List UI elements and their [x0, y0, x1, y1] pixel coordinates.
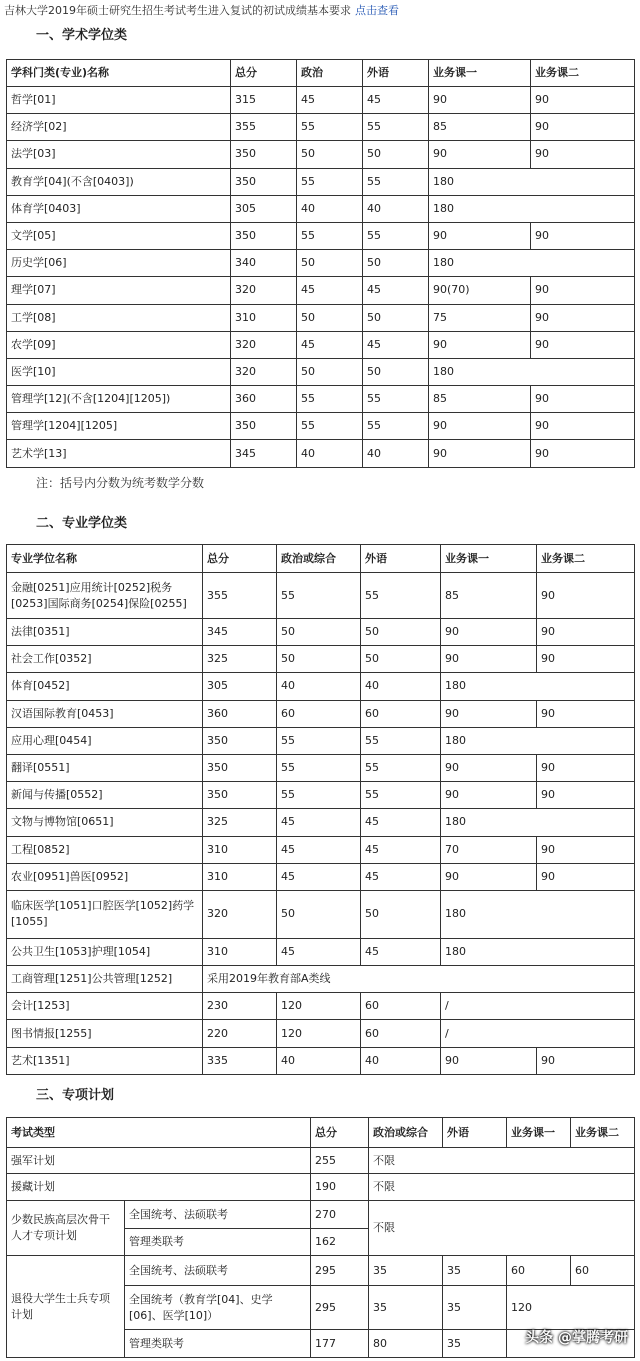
score-cell: 85 [441, 573, 537, 619]
aid-tibet-note: 不限 [369, 1174, 635, 1201]
score-cell: 40 [363, 195, 429, 222]
score-cell: 350 [231, 222, 297, 249]
score-cell: 90 [531, 87, 635, 114]
score-cell: 45 [361, 938, 441, 965]
header-cell: 总分 [231, 60, 297, 87]
score-cell: 50 [363, 141, 429, 168]
score-cell: 50 [277, 890, 361, 938]
score-cell: 90(70) [429, 277, 531, 304]
score-cell: 320 [203, 890, 277, 938]
score-cell: 90 [531, 440, 635, 467]
row-name-cell: 艺术学[13] [7, 440, 231, 467]
score-cell: 90 [537, 1047, 635, 1074]
table-row [7, 195, 635, 222]
score-cell: 40 [361, 673, 441, 700]
score-cell: 45 [277, 863, 361, 890]
score-cell: 325 [203, 646, 277, 673]
table-row [7, 87, 635, 114]
header-cell: 业务课二 [537, 545, 635, 573]
score-cell: 90 [429, 413, 531, 440]
header-cell: 外语 [363, 60, 429, 87]
table-header-row [7, 545, 635, 573]
score-cell: 350 [203, 727, 277, 754]
score-note: 注：括号内分数为统考数学分数 [36, 476, 205, 490]
score-cell: 90 [537, 646, 635, 673]
table-row [7, 782, 635, 809]
veteran-cell: 80 [369, 1330, 443, 1358]
score-cell: 70 [441, 836, 537, 863]
score-cell: 350 [203, 782, 277, 809]
score-cell: 50 [361, 890, 441, 938]
score-cell: 320 [231, 277, 297, 304]
score-cell: 85 [429, 386, 531, 413]
score-cell: 55 [297, 168, 363, 195]
score-cell: 325 [203, 809, 277, 836]
row-name-cell: 工程[0852] [7, 836, 203, 863]
score-cell: 350 [203, 754, 277, 781]
table-row [7, 993, 635, 1020]
table-header-row [7, 60, 635, 87]
score-cell: 40 [361, 1047, 441, 1074]
score-cell: 305 [231, 195, 297, 222]
score-cell: 55 [363, 168, 429, 195]
score-cell: 55 [277, 782, 361, 809]
table-row [7, 114, 635, 141]
score-cell: 50 [277, 646, 361, 673]
row-name-cell: 工学[08] [7, 304, 231, 331]
score-cell: 320 [231, 331, 297, 358]
veteran-cell: 全国统考、法硕联考 [125, 1256, 311, 1286]
header-cell: 政治 [297, 60, 363, 87]
table-header-row [7, 1118, 635, 1148]
section3-title: 三、专项计划 [36, 1088, 115, 1103]
score-cell: 45 [277, 836, 361, 863]
score-cell: 45 [363, 277, 429, 304]
row-name-cell: 教育学[04](不含[0403]) [7, 168, 231, 195]
score-cell: 90 [537, 863, 635, 890]
row-name-cell: 艺术[1351] [7, 1047, 203, 1074]
veteran-cell: 管理类联考 [125, 1330, 311, 1358]
score-cell: 90 [537, 573, 635, 619]
score-cell: 60 [277, 700, 361, 727]
score-cell: 90 [429, 141, 531, 168]
score-cell: 55 [361, 782, 441, 809]
score-cell: 360 [231, 386, 297, 413]
score-cell: 340 [231, 250, 297, 277]
table-row [7, 250, 635, 277]
score-cell: 85 [429, 114, 531, 141]
veteran-cell: 177 [311, 1330, 369, 1358]
score-cell: 90 [441, 782, 537, 809]
minority-label: 少数民族高层次骨干人才专项计划 [7, 1201, 125, 1256]
score-cell: 45 [297, 331, 363, 358]
score-cell: 50 [297, 304, 363, 331]
table-row [7, 1148, 635, 1174]
score-cell: 350 [231, 413, 297, 440]
veteran-cell: 60 [507, 1256, 571, 1286]
score-cell: 90 [531, 222, 635, 249]
minority-total-management: 162 [311, 1229, 369, 1256]
header-cell: 学科门类(专业)名称 [7, 60, 231, 87]
veteran-cell: 35 [369, 1286, 443, 1330]
row-name-cell: 法学[03] [7, 141, 231, 168]
minority-sub-unified: 全国统考、法硕联考 [125, 1201, 311, 1229]
strong-army-total: 255 [311, 1148, 369, 1174]
score-cell: 90 [429, 331, 531, 358]
section2-title: 二、专业学位类 [36, 516, 128, 531]
table-row [7, 413, 635, 440]
score-cell: 90 [531, 386, 635, 413]
row-name-cell: 工商管理[1251]公共管理[1252] [7, 966, 203, 993]
score-cell: 45 [363, 87, 429, 114]
section1-title: 一、学术学位类 [36, 28, 128, 43]
score-cell: 40 [277, 1047, 361, 1074]
table-row [7, 386, 635, 413]
row-name-cell: 公共卫生[1053]护理[1054] [7, 938, 203, 965]
score-cell: 45 [297, 87, 363, 114]
row-name-cell: 图书情报[1255] [7, 1020, 203, 1047]
veteran-cell: 295 [311, 1256, 369, 1286]
header-cell: 业务课一 [507, 1118, 571, 1148]
table-row [7, 141, 635, 168]
table-row [7, 646, 635, 673]
score-cell: 180 [429, 195, 635, 222]
score-cell: 90 [441, 863, 537, 890]
row-name-cell: 法律[0351] [7, 619, 203, 646]
score-cell: 55 [277, 727, 361, 754]
score-cell: 55 [361, 754, 441, 781]
row-name-cell: 翻译[0551] [7, 754, 203, 781]
score-cell: 40 [297, 440, 363, 467]
score-cell: 90 [441, 754, 537, 781]
header-cell: 业务课二 [531, 60, 635, 87]
score-cell: 45 [297, 277, 363, 304]
row-name-cell: 汉语国际教育[0453] [7, 700, 203, 727]
score-cell: 55 [363, 413, 429, 440]
score-cell: 45 [361, 863, 441, 890]
score-cell: 360 [203, 700, 277, 727]
row-name-cell: 理学[07] [7, 277, 231, 304]
score-cell: 75 [429, 304, 531, 331]
score-cell: 320 [231, 358, 297, 385]
score-cell: 55 [363, 386, 429, 413]
score-cell: 55 [363, 114, 429, 141]
academic-degree-table [6, 59, 635, 468]
table-row [7, 673, 635, 700]
veteran-cell: 35 [443, 1256, 507, 1286]
score-cell: 90 [537, 782, 635, 809]
score-cell: 180 [429, 250, 635, 277]
row-name-cell: 历史学[06] [7, 250, 231, 277]
score-cell: 90 [441, 1047, 537, 1074]
score-cell: 180 [441, 890, 635, 938]
score-cell: 90 [531, 114, 635, 141]
score-cell: 55 [363, 222, 429, 249]
intro-line [4, 2, 399, 18]
score-cell: 180 [429, 358, 635, 385]
table-row [7, 277, 635, 304]
score-cell: 60 [361, 993, 441, 1020]
row-name-cell: 应用心理[0454] [7, 727, 203, 754]
veteran-cell: 295 [311, 1286, 369, 1330]
score-cell: 180 [441, 727, 635, 754]
table-row [7, 727, 635, 754]
table-row [7, 440, 635, 467]
score-cell: 55 [361, 573, 441, 619]
score-cell: 305 [203, 673, 277, 700]
score-cell: 50 [297, 250, 363, 277]
score-cell: 50 [361, 646, 441, 673]
score-cell: 355 [231, 114, 297, 141]
score-cell: 350 [231, 141, 297, 168]
score-cell: 180 [441, 938, 635, 965]
score-cell: 55 [297, 114, 363, 141]
score-cell: 50 [363, 304, 429, 331]
score-cell: 45 [277, 809, 361, 836]
row-name-cell: 体育[0452] [7, 673, 203, 700]
header-cell: 业务课二 [571, 1118, 635, 1148]
veteran-cell: 35 [443, 1330, 507, 1358]
header-cell: 总分 [203, 545, 277, 573]
veteran-label: 退役大学生士兵专项计划 [7, 1256, 125, 1358]
header-cell: 专业学位名称 [7, 545, 203, 573]
score-cell: 90 [429, 222, 531, 249]
score-cell: 90 [537, 619, 635, 646]
row-name-cell: 体育学[0403] [7, 195, 231, 222]
score-cell: 315 [231, 87, 297, 114]
row-name-cell: 新闻与传播[0552] [7, 782, 203, 809]
score-cell: 45 [361, 809, 441, 836]
score-cell: 50 [297, 141, 363, 168]
row-name-cell: 哲学[01] [7, 87, 231, 114]
score-cell: 345 [203, 619, 277, 646]
strong-army-label: 强军计划 [7, 1148, 311, 1174]
row-name-cell: 金融[0251]应用统计[0252]税务[0253]国际商务[0254]保险[0255] [7, 573, 203, 619]
score-cell: 55 [297, 413, 363, 440]
score-cell: 50 [361, 619, 441, 646]
minority-sub-management: 管理类联考 [125, 1229, 311, 1256]
score-cell: 310 [203, 863, 277, 890]
table-row [7, 809, 635, 836]
professional-degree-table [6, 544, 635, 1075]
score-cell: 50 [363, 250, 429, 277]
score-cell: 55 [277, 754, 361, 781]
table-row [7, 1256, 635, 1286]
score-cell: 335 [203, 1047, 277, 1074]
veteran-cell: 全国统考（教育学[04]、史学[06]、医学[10]） [125, 1286, 311, 1330]
row-name-cell: 管理学[12](不含[1204][1205]) [7, 386, 231, 413]
table-row [7, 966, 635, 993]
table-row [7, 358, 635, 385]
aid-tibet-total: 190 [311, 1174, 369, 1201]
score-cell: 180 [441, 809, 635, 836]
score-cell: 50 [297, 358, 363, 385]
score-cell: 90 [537, 754, 635, 781]
score-cell: 45 [277, 938, 361, 965]
header-cell: 总分 [311, 1118, 369, 1148]
score-cell: 90 [441, 619, 537, 646]
veteran-cell: 60 [571, 1256, 635, 1286]
header-cell: 外语 [361, 545, 441, 573]
table-row [7, 619, 635, 646]
minority-total-unified: 270 [311, 1201, 369, 1229]
score-cell: 90 [531, 413, 635, 440]
score-cell: 90 [531, 331, 635, 358]
table-row [7, 836, 635, 863]
score-cell: 55 [361, 727, 441, 754]
score-cell: 90 [441, 646, 537, 673]
table-row [7, 754, 635, 781]
score-cell: 50 [277, 619, 361, 646]
score-cell: 90 [537, 836, 635, 863]
score-cell: 60 [361, 1020, 441, 1047]
view-link[interactable]: 点击查看 [355, 4, 399, 17]
strong-army-note: 不限 [369, 1148, 635, 1174]
row-name-cell: 农学[09] [7, 331, 231, 358]
header-cell: 外语 [443, 1118, 507, 1148]
score-cell: 55 [297, 386, 363, 413]
table-row [7, 304, 635, 331]
score-cell: 180 [441, 673, 635, 700]
score-cell: 355 [203, 573, 277, 619]
score-cell: 350 [231, 168, 297, 195]
score-cell: 90 [531, 277, 635, 304]
score-cell: 55 [297, 222, 363, 249]
row-name-cell: 医学[10] [7, 358, 231, 385]
score-cell: 180 [429, 168, 635, 195]
row-name-cell: 临床医学[1051]口腔医学[1052]药学[1055] [7, 890, 203, 938]
table-row [7, 1174, 635, 1201]
table-row [7, 1020, 635, 1047]
table-row [7, 938, 635, 965]
score-cell: 90 [531, 141, 635, 168]
header-cell: 考试类型 [7, 1118, 311, 1148]
score-cell: 120 [277, 1020, 361, 1047]
score-cell: 40 [277, 673, 361, 700]
score-cell: 90 [429, 87, 531, 114]
veteran-cell: 120 [507, 1286, 635, 1330]
table-row [7, 222, 635, 249]
score-cell: 40 [297, 195, 363, 222]
header-cell: 政治或综合 [277, 545, 361, 573]
row-name-cell: 文学[05] [7, 222, 231, 249]
minority-note: 不限 [369, 1201, 635, 1256]
score-cell: 310 [231, 304, 297, 331]
score-cell: 220 [203, 1020, 277, 1047]
aid-tibet-label: 援藏计划 [7, 1174, 311, 1201]
score-cell: / [441, 1020, 635, 1047]
header-cell: 业务课一 [441, 545, 537, 573]
score-cell: 50 [363, 358, 429, 385]
score-cell: 40 [363, 440, 429, 467]
table-row [7, 863, 635, 890]
table-row [7, 573, 635, 619]
row-name-cell: 经济学[02] [7, 114, 231, 141]
score-cell: 60 [361, 700, 441, 727]
score-cell: 310 [203, 836, 277, 863]
score-cell: 采用2019年教育部A类线 [203, 966, 635, 993]
score-cell: 120 [277, 993, 361, 1020]
intro-text: 吉林大学2019年硕士研究生招生考试考生进入复试的初试成绩基本要求 [4, 4, 351, 17]
score-cell: 55 [277, 573, 361, 619]
header-cell: 业务课一 [429, 60, 531, 87]
row-name-cell: 管理学[1204][1205] [7, 413, 231, 440]
score-cell: 230 [203, 993, 277, 1020]
score-cell: 90 [531, 304, 635, 331]
score-cell: 90 [537, 700, 635, 727]
table-row [7, 1047, 635, 1074]
row-name-cell: 社会工作[0352] [7, 646, 203, 673]
watermark: 头条 @掌腾考研 [525, 1330, 628, 1346]
row-name-cell: 会计[1253] [7, 993, 203, 1020]
score-cell: 45 [361, 836, 441, 863]
table-row [7, 331, 635, 358]
table-row [7, 890, 635, 938]
table-row [7, 700, 635, 727]
score-cell: 310 [203, 938, 277, 965]
row-name-cell: 农业[0951]兽医[0952] [7, 863, 203, 890]
score-cell: 45 [363, 331, 429, 358]
special-program-table [6, 1117, 635, 1358]
score-cell: 345 [231, 440, 297, 467]
header-cell: 政治或综合 [369, 1118, 443, 1148]
row-name-cell: 文物与博物馆[0651] [7, 809, 203, 836]
score-cell: / [441, 993, 635, 1020]
score-cell: 90 [429, 440, 531, 467]
veteran-cell: 35 [443, 1286, 507, 1330]
score-cell: 90 [441, 700, 537, 727]
table-row [7, 168, 635, 195]
veteran-cell: 35 [369, 1256, 443, 1286]
table-row [7, 1201, 635, 1229]
